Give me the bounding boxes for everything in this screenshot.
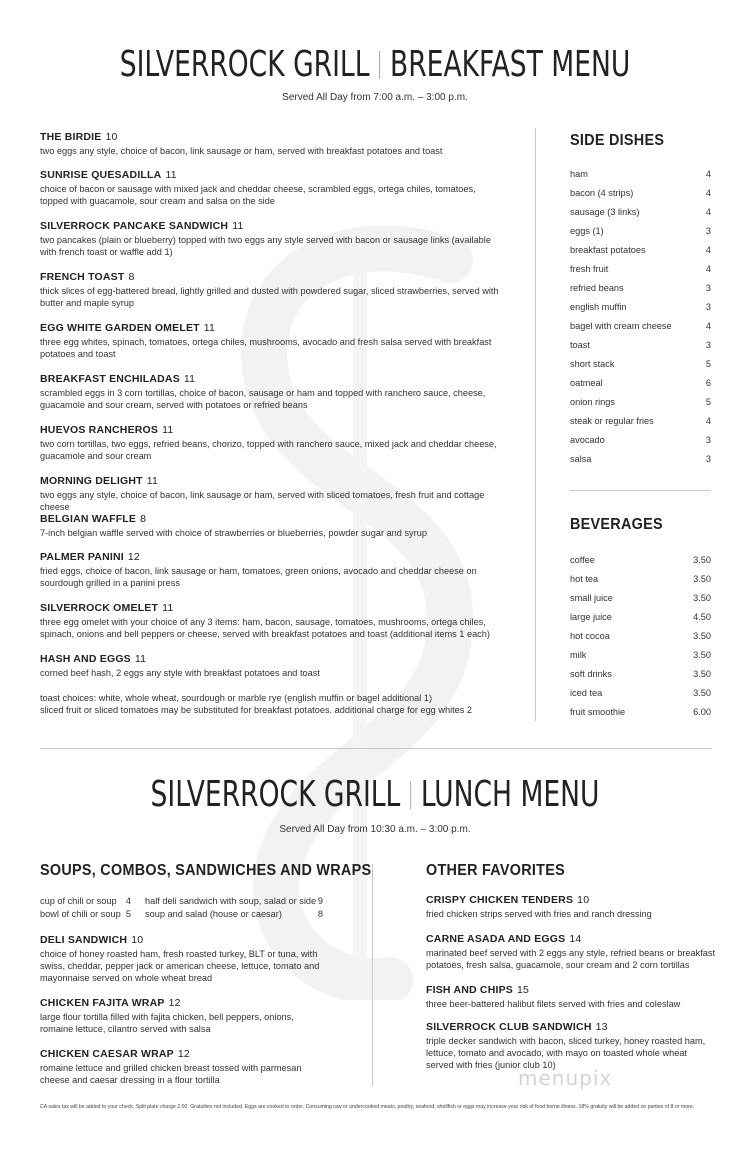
side-dish-price: 3 bbox=[705, 302, 711, 312]
menu-item bbox=[40, 1048, 325, 1086]
menu-item-price: 8 bbox=[140, 513, 147, 525]
menu-item-name: EGG WHITE GARDEN OMELET bbox=[40, 322, 200, 334]
menu-item-name: CHICKEN CAESAR WRAP bbox=[40, 1048, 174, 1060]
beverage-row bbox=[570, 669, 711, 679]
menu-item-title bbox=[40, 1048, 325, 1060]
menu-item-name: SILVERROCK PANCAKE SANDWICH bbox=[40, 220, 229, 232]
breakfast-hours: Served All Day from 7:00 a.m. – 3:00 p.m. bbox=[282, 92, 468, 103]
beverage-name: coffee bbox=[570, 555, 595, 565]
beverage-row bbox=[570, 593, 711, 603]
menu-item-description: large flour tortilla filled with fajita chicken, bell peppers, onions, romaine lettuce, cilantro served with salsa bbox=[40, 1012, 294, 1034]
side-dish-price: 3 bbox=[705, 340, 711, 350]
menu-item-description: marinated beef served with 2 eggs any style, refried beans or breakfast potatoes, fresh salsa, guacamole, sour cream and 2 corn tortillas bbox=[426, 948, 716, 970]
menu-item bbox=[40, 220, 500, 258]
beverage-price: 3.50 bbox=[693, 593, 711, 603]
menu-item-description: thick slices of egg-battered bread, lightly grilled and dusted with powdered sugar, sliced strawberries, served with butter and maple syrup bbox=[40, 286, 499, 308]
soup-name: bowl of chili or soup bbox=[40, 909, 121, 919]
beverage-name: large juice bbox=[570, 612, 612, 622]
beverage-name: iced tea bbox=[570, 688, 603, 698]
menu-item-title bbox=[40, 131, 500, 143]
beverages-heading: BEVERAGES bbox=[570, 516, 663, 533]
beverage-row bbox=[570, 612, 711, 622]
lunch-hours: Served All Day from 10:30 a.m. – 3:00 p.m. bbox=[279, 824, 471, 835]
menu-item bbox=[40, 602, 500, 640]
combo-row bbox=[145, 896, 323, 906]
beverage-row bbox=[570, 650, 711, 660]
menu-item-price: 11 bbox=[232, 220, 244, 232]
menu-item-description: triple decker sandwich with bacon, sliced turkey, honey roasted ham, lettuce, tomato and avocado, with mayo on toasted whole wheat served with fries (junior club 10) bbox=[426, 1036, 706, 1070]
beverage-name: hot cocoa bbox=[570, 631, 610, 641]
menu-item-title bbox=[40, 934, 325, 946]
beverage-price: 3.50 bbox=[693, 631, 711, 641]
soup-row bbox=[40, 909, 131, 919]
menu-item-price: 12 bbox=[177, 1048, 190, 1060]
beverage-price: 3.50 bbox=[693, 555, 711, 565]
side-dish-name: salsa bbox=[570, 454, 592, 464]
menu-item-description: scrambled eggs in 3 corn tortillas, choice of bacon, sausage or ham and topped with ranchero sauce, cheese, guacamole and sour cream, served with potatoes or refried beans bbox=[40, 388, 486, 410]
menu-item-description: choice of honey roasted ham, fresh roasted turkey, BLT or tuna, with swiss, cheddar, pepper jack or american cheese, lettuce, tomato and mayonnaise served on whole wheat bread bbox=[40, 949, 320, 983]
side-dish-row bbox=[570, 321, 711, 331]
side-dish-price: 4 bbox=[705, 245, 711, 255]
menu-item-price: 11 bbox=[165, 169, 177, 181]
menu-item-description: choice of bacon or sausage with mixed jack and cheddar cheese, scrambled eggs, ortega chiles, tomatoes, topped with guacamole, sour cream and salsa on the side bbox=[40, 184, 476, 206]
menu-item-description: fried chicken strips served with fries and ranch dressing bbox=[426, 909, 652, 919]
beverage-name: hot tea bbox=[570, 574, 599, 584]
menu-item-name: BREAKFAST ENCHILADAS bbox=[40, 373, 180, 385]
side-dish-row bbox=[570, 169, 711, 179]
menu-item bbox=[40, 131, 500, 157]
substitution-note: sliced fruit or sliced tomatoes may be substituted for breakfast potatoes. additional charge for egg whites 2 bbox=[40, 705, 473, 715]
side-dish-name: ham bbox=[570, 169, 588, 179]
menu-item-title bbox=[426, 1021, 716, 1033]
menu-item bbox=[40, 169, 500, 207]
side-dish-row bbox=[570, 397, 711, 407]
menu-item-price: 13 bbox=[595, 1021, 608, 1033]
side-dish-row bbox=[570, 454, 711, 464]
side-dish-row bbox=[570, 416, 711, 426]
side-dish-name: refried beans bbox=[570, 283, 624, 293]
menu-item-price: 14 bbox=[569, 933, 582, 945]
menu-item-name: SILVERROCK CLUB SANDWICH bbox=[426, 1021, 592, 1033]
menu-item bbox=[426, 933, 716, 971]
menu-item-description: two eggs any style, choice of bacon, link sausage or ham, served with sliced tomatoes, fresh fruit and cottage cheese bbox=[40, 490, 485, 512]
beverage-price: 3.50 bbox=[693, 688, 711, 698]
side-dish-row bbox=[570, 378, 711, 388]
combo-name: soup and salad (house or caesar) bbox=[145, 909, 282, 919]
side-dish-name: onion rings bbox=[570, 397, 615, 407]
menu-item-title bbox=[40, 169, 500, 181]
side-dish-price: 4 bbox=[705, 321, 711, 331]
menu-item-description: fried eggs, choice of bacon, link sausage or ham, tomatoes, green onions, avocado and cheddar cheese on sourdough grilled in a panini press bbox=[40, 566, 477, 588]
toast-choices-note: toast choices: white, whole wheat, sourdough or marble rye (english muffin or bagel additional 1) bbox=[40, 693, 433, 703]
beverage-price: 6.00 bbox=[693, 707, 711, 717]
beverage-name: milk bbox=[570, 650, 587, 660]
beverage-name: fruit smoothie bbox=[570, 707, 626, 717]
menu-item-title bbox=[40, 513, 500, 525]
lunch-title-left: SILVERROCK GRILL bbox=[150, 774, 401, 815]
menu-item-description: two corn tortillas, two eggs, refried beans, chorizo, topped with ranchero sauce, mixed jack and cheddar cheese, guacamole and sour cream bbox=[40, 439, 497, 461]
lunch-column-divider bbox=[372, 864, 373, 1086]
side-dish-price: 5 bbox=[705, 397, 711, 407]
menu-item bbox=[40, 424, 500, 462]
menu-item bbox=[426, 1021, 716, 1071]
menu-item-description: three egg omelet with your choice of any 3 items: ham, bacon, sausage, tomatoes, mushrooms, ortega chiles, spinach, onions and bell peppers or cheese, served with breakfast potatoes and toast (additional items 1 each) bbox=[40, 617, 490, 639]
beverage-price: 4.50 bbox=[693, 612, 711, 622]
menu-item-title bbox=[40, 322, 500, 334]
menu-item bbox=[426, 984, 716, 1010]
beverage-price: 3.50 bbox=[693, 669, 711, 679]
beverage-row bbox=[570, 574, 711, 584]
side-dish-row bbox=[570, 283, 711, 293]
menu-item-title bbox=[40, 220, 500, 232]
breakfast-column-divider bbox=[535, 128, 536, 721]
lunch-title bbox=[68, 774, 683, 815]
soup-price: 5 bbox=[125, 909, 131, 919]
soup-name: cup of chili or soup bbox=[40, 896, 117, 906]
menupix-watermark: menupix bbox=[518, 1066, 613, 1090]
beverage-row bbox=[570, 707, 711, 717]
side-dish-name: eggs (1) bbox=[570, 226, 604, 236]
side-dish-name: bacon (4 strips) bbox=[570, 188, 634, 198]
menu-item-description: 7-inch belgian waffle served with choice of strawberries or blueberries, powder sugar and syrup bbox=[40, 528, 427, 538]
title-divider bbox=[379, 51, 380, 79]
menu-item-name: CARNE ASADA AND EGGS bbox=[426, 933, 566, 945]
menu-item-price: 15 bbox=[517, 984, 530, 996]
side-dish-name: english muffin bbox=[570, 302, 627, 312]
side-dish-row bbox=[570, 264, 711, 274]
side-dish-row bbox=[570, 340, 711, 350]
menu-item-description: corned beef hash, 2 eggs any style with breakfast potatoes and toast bbox=[40, 668, 320, 678]
menu-item-name: SILVERROCK OMELET bbox=[40, 602, 159, 614]
soups-heading: SOUPS, COMBOS, SANDWICHES AND WRAPS bbox=[40, 862, 372, 879]
other-favorites-heading: OTHER FAVORITES bbox=[426, 862, 565, 879]
menu-item-title bbox=[40, 551, 500, 563]
side-dish-price: 4 bbox=[705, 188, 711, 198]
menu-item bbox=[40, 271, 500, 309]
side-divider bbox=[570, 490, 711, 491]
menu-item-description: three egg whites, spinach, tomatoes, ortega chiles, mushrooms, avocado and fresh salsa served with breakfast potatoes and toast bbox=[40, 337, 492, 359]
menu-item-name: SUNRISE QUESADILLA bbox=[40, 169, 162, 181]
side-dish-name: short stack bbox=[570, 359, 615, 369]
menu-item-name: FISH AND CHIPS bbox=[426, 984, 513, 996]
menu-item bbox=[40, 373, 500, 411]
menu-item-price: 12 bbox=[168, 997, 181, 1009]
menu-item-title bbox=[40, 653, 500, 665]
side-dish-price: 4 bbox=[705, 264, 711, 274]
side-dish-price: 6 bbox=[705, 378, 711, 388]
menu-item bbox=[40, 513, 500, 539]
menu-item-title bbox=[40, 373, 500, 385]
menu-item-price: 10 bbox=[105, 131, 118, 143]
soup-price: 4 bbox=[125, 896, 131, 906]
menu-item-name: HASH AND EGGS bbox=[40, 653, 131, 665]
menu-item-description: two eggs any style, choice of bacon, link sausage or ham, served with breakfast potatoes and toast bbox=[40, 146, 443, 156]
beverage-price: 3.50 bbox=[693, 650, 711, 660]
menu-item-price: 11 bbox=[203, 322, 216, 334]
beverage-row bbox=[570, 631, 711, 641]
side-dish-name: breakfast potatoes bbox=[570, 245, 646, 255]
menu-item-name: MORNING DELIGHT bbox=[40, 475, 143, 487]
title-divider bbox=[410, 781, 411, 809]
logo-watermark bbox=[150, 200, 570, 1000]
lunch-title-right: LUNCH MENU bbox=[420, 774, 600, 815]
menu-item bbox=[40, 934, 325, 984]
menu-item-name: THE BIRDIE bbox=[40, 131, 102, 143]
side-dish-name: toast bbox=[570, 340, 590, 350]
menu-item-title bbox=[426, 933, 716, 945]
side-dish-row bbox=[570, 302, 711, 312]
menu-section-divider bbox=[40, 748, 712, 749]
beverage-name: soft drinks bbox=[570, 669, 612, 679]
side-dish-price: 3 bbox=[705, 226, 711, 236]
beverage-row bbox=[570, 555, 711, 565]
combo-price: 9 bbox=[317, 896, 323, 906]
footer-disclaimer: CA sales tax will be added to your check. Split plate charge 2.00. Gratuities not included. Eggs are cooked to order. Consuming raw or undercooked meats, poultry, seafood, shellfish or eggs may increase your risk of food borne illness. 18% gratuity will be added on parties of 8 or more. bbox=[40, 1104, 695, 1110]
beverage-row bbox=[570, 688, 711, 698]
menu-item-price: 11 bbox=[162, 602, 174, 614]
side-dish-price: 3 bbox=[705, 283, 711, 293]
breakfast-title-left: SILVERROCK GRILL bbox=[119, 44, 370, 85]
menu-item-name: DELI SANDWICH bbox=[40, 934, 128, 946]
menu-item-name: FRENCH TOAST bbox=[40, 271, 125, 283]
side-dish-name: avocado bbox=[570, 435, 605, 445]
menu-item-title bbox=[40, 271, 500, 283]
menu-item-title bbox=[426, 984, 716, 996]
menu-item-name: CRISPY CHICKEN TENDERS bbox=[426, 894, 574, 906]
menu-item bbox=[40, 653, 500, 679]
menu-item bbox=[426, 894, 716, 920]
side-dish-name: steak or regular fries bbox=[570, 416, 654, 426]
menu-item-description: romaine lettuce and grilled chicken breast tossed with parmesan cheese and caesar dressing in a flour tortilla bbox=[40, 1063, 302, 1085]
menu-item-name: CHICKEN FAJITA WRAP bbox=[40, 997, 165, 1009]
combo-row bbox=[145, 909, 323, 919]
combo-name: half deli sandwich with soup, salad or side bbox=[145, 896, 317, 906]
menu-item-price: 11 bbox=[162, 424, 174, 436]
menu-item-name: PALMER PANINI bbox=[40, 551, 124, 563]
side-dish-price: 5 bbox=[705, 359, 711, 369]
side-dish-price: 3 bbox=[705, 435, 711, 445]
side-dish-name: bagel with cream cheese bbox=[570, 321, 672, 331]
side-dish-name: sausage (3 links) bbox=[570, 207, 640, 217]
soup-row bbox=[40, 896, 131, 906]
beverage-price: 3.50 bbox=[693, 574, 711, 584]
side-dish-name: oatmeal bbox=[570, 378, 603, 388]
side-dishes-heading: SIDE DISHES bbox=[570, 132, 665, 149]
side-dish-row bbox=[570, 245, 711, 255]
breakfast-title-right: BREAKFAST MENU bbox=[390, 44, 631, 85]
menu-item bbox=[40, 551, 500, 589]
menu-item-price: 11 bbox=[183, 373, 196, 385]
menu-item-title bbox=[40, 424, 500, 436]
combo-price: 8 bbox=[317, 909, 323, 919]
beverage-name: small juice bbox=[570, 593, 613, 603]
menu-item-title bbox=[426, 894, 716, 906]
menu-item-description: two pancakes (plain or blueberry) topped with two eggs any style served with bacon or sausage links (available with french toast or waffle add 1) bbox=[40, 235, 491, 257]
menu-item-price: 12 bbox=[127, 551, 140, 563]
side-dish-row bbox=[570, 207, 711, 217]
menu-item-title bbox=[40, 602, 500, 614]
side-dish-price: 4 bbox=[705, 416, 711, 426]
menu-item-name: HUEVOS RANCHEROS bbox=[40, 424, 159, 436]
side-dish-price: 4 bbox=[705, 207, 711, 217]
menu-item bbox=[40, 322, 500, 360]
menu-item bbox=[40, 997, 325, 1035]
side-dish-row bbox=[570, 359, 711, 369]
menu-item-description: three beer-battered halibut filets served with fries and coleslaw bbox=[426, 999, 681, 1009]
side-dish-price: 3 bbox=[705, 454, 711, 464]
menu-item-price: 10 bbox=[131, 934, 144, 946]
menu-item-price: 10 bbox=[577, 894, 590, 906]
menu-item-title bbox=[40, 997, 325, 1009]
menu-item bbox=[40, 475, 500, 513]
side-dish-row bbox=[570, 226, 711, 236]
side-dish-price: 4 bbox=[705, 169, 711, 179]
side-dish-name: fresh fruit bbox=[570, 264, 609, 274]
breakfast-title bbox=[68, 44, 683, 85]
menu-item-price: 8 bbox=[128, 271, 135, 283]
side-dish-row bbox=[570, 188, 711, 198]
menu-item-title bbox=[40, 475, 500, 487]
side-dish-row bbox=[570, 435, 711, 445]
menu-item-price: 11 bbox=[146, 475, 159, 487]
menu-item-name: BELGIAN WAFFLE bbox=[40, 513, 137, 525]
menu-item-price: 11 bbox=[134, 653, 147, 665]
